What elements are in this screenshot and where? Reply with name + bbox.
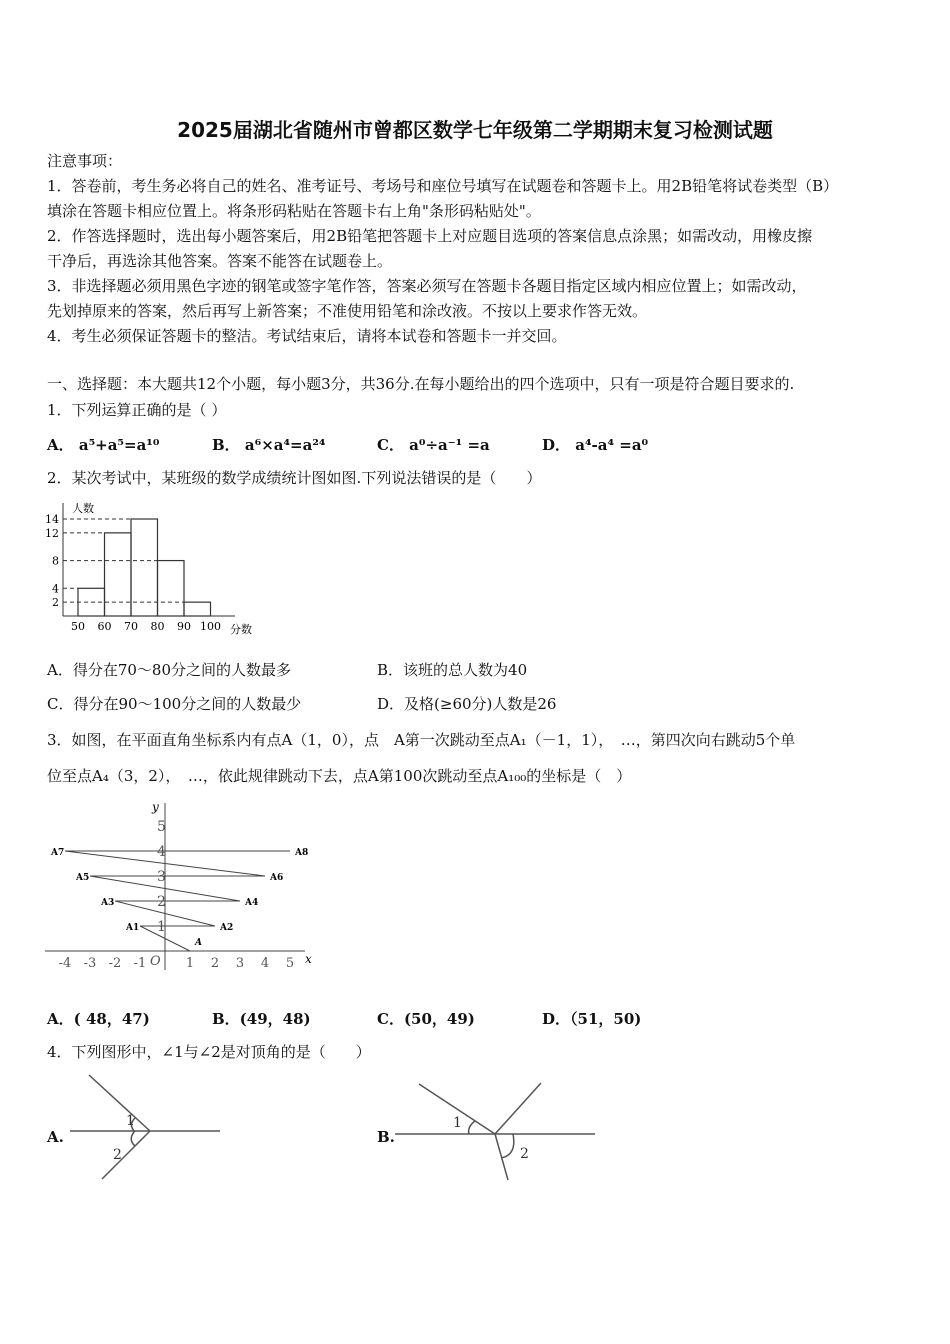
angle-2-label: 2 bbox=[520, 1146, 529, 1162]
x-tick-label: 60 bbox=[97, 620, 112, 633]
notice-line: 3．非选择题必须用黑色字迹的钢笔或签字笔作答，答案必须写在答题卡各题目指定区域内相应位置上；如需改动， bbox=[47, 277, 807, 295]
x-tick-label: 100 bbox=[200, 620, 221, 633]
x-tick-label: -3 bbox=[83, 956, 97, 971]
q3-stem-cont: 位至点A₄（3，2）， …，依此规律跳动下去，点A第100次跳动至点A₁₀₀的坐标是（ ） bbox=[47, 767, 632, 785]
x-tick-label: 80 bbox=[150, 620, 165, 633]
q1-option-b: B． a⁶×a⁴=a²⁴ bbox=[212, 436, 326, 454]
x-axis-label: 分数 bbox=[230, 623, 252, 636]
q2-option-a: A．得分在70～80分之间的人数最多 bbox=[47, 661, 292, 679]
y-tick-label: 3 bbox=[157, 869, 166, 885]
angle-1-label: 1 bbox=[453, 1115, 462, 1131]
y-tick-label: 1 bbox=[157, 919, 166, 935]
q2-stem: 2．某次考试中，某班级的数学成绩统计图如图.下列说法错误的是（ ） bbox=[47, 469, 542, 487]
x-tick-label: 90 bbox=[177, 620, 191, 633]
q3-option-d: D．（51，50) bbox=[542, 1010, 642, 1028]
y-tick-label: 14 bbox=[45, 513, 59, 526]
y-tick-label: 12 bbox=[45, 526, 59, 540]
point-label: A4 bbox=[245, 898, 259, 908]
point-label: A3 bbox=[101, 898, 115, 908]
q1-option-d: D． a⁴-a⁴ =a⁰ bbox=[542, 436, 649, 454]
q2-option-c: C．得分在90～100分之间的人数最少 bbox=[47, 695, 302, 713]
x-tick-label: 4 bbox=[260, 956, 270, 971]
point-label: A bbox=[195, 938, 202, 948]
section-heading: 一、选择题：本大题共12个小题，每小题3分，共36分.在每小题给出的四个选项中，只有一项是符合题目要求的. bbox=[47, 375, 795, 393]
point-label: A6 bbox=[270, 873, 284, 883]
histogram-bar bbox=[184, 602, 211, 616]
q4-stem: 4．下列图形中，∠1与∠2是对顶角的是（ ） bbox=[47, 1043, 371, 1061]
coordinate-graph bbox=[40, 795, 320, 975]
origin-label: O bbox=[150, 954, 161, 969]
x-tick-label: -4 bbox=[58, 956, 72, 971]
y-tick-label: 5 bbox=[157, 819, 166, 835]
q3-stem: 3．如图，在平面直角坐标系内有点A（1，0），点 A第一次跳动至点A₁（－1，1）， …，第四次向右跳动5个单 bbox=[47, 731, 796, 749]
angle-2-label: 2 bbox=[113, 1147, 122, 1163]
q2-option-d: D．及格(≥60分)人数是26 bbox=[377, 695, 557, 713]
q1-stem: 1．下列运算正确的是（ ） bbox=[47, 401, 227, 419]
histogram-bar bbox=[158, 561, 185, 616]
x-tick-label: 3 bbox=[235, 956, 245, 971]
x-tick-label: 50 bbox=[71, 620, 85, 633]
notice-line: 1．答卷前，考生务必将自己的姓名、准考证号、考场号和座位号填写在试题卷和答题卡上。用2B铅笔将试卷类型（B） bbox=[47, 177, 839, 195]
x-tick-label: -1 bbox=[133, 956, 147, 971]
x-axis-label: x bbox=[305, 952, 312, 966]
q3-option-c: C．(50，49) bbox=[377, 1010, 475, 1028]
page-title: 2025届湖北省随州市曾都区数学七年级第二学期期末复习检测试题 bbox=[177, 118, 773, 142]
q3-option-a: A．( 48，47) bbox=[47, 1010, 150, 1028]
q2-option-b: B．该班的总人数为40 bbox=[377, 661, 528, 679]
q1-option-a: A． a⁵+a⁵=a¹⁰ bbox=[47, 436, 160, 454]
x-tick-label: 1 bbox=[185, 956, 195, 971]
q4-option-b-label: B. bbox=[377, 1128, 395, 1146]
histogram-bar bbox=[131, 519, 158, 616]
y-tick-label: 2 bbox=[52, 596, 59, 610]
q4-option-a-label: A. bbox=[47, 1128, 64, 1146]
point-label: A1 bbox=[126, 923, 140, 933]
q4-figure-a bbox=[70, 1070, 230, 1185]
notice-line: 干净后，再选涂其他答案。答案不能答在试题卷上。 bbox=[47, 252, 393, 270]
x-tick-label: 5 bbox=[285, 956, 295, 971]
y-tick-label: 4 bbox=[157, 844, 166, 860]
x-tick-label: 2 bbox=[210, 956, 220, 971]
histogram bbox=[40, 495, 270, 640]
point-label: A7 bbox=[51, 848, 65, 858]
notice-line: 先划掉原来的答案，然后再写上新答案；不准使用铅笔和涂改液。不按以上要求作答无效。 bbox=[47, 302, 648, 320]
q3-option-b: B．(49，48) bbox=[212, 1010, 311, 1028]
x-tick-label: -2 bbox=[108, 956, 122, 971]
histogram-bar bbox=[105, 533, 132, 616]
point-label: A8 bbox=[295, 848, 309, 858]
q1-option-c: C． a⁰÷a⁻¹ =a bbox=[377, 436, 490, 454]
notice-line: 填涂在答题卡相应位置上。将条形码粘贴在答题卡右上角"条形码粘贴处"。 bbox=[47, 202, 541, 220]
point-label: A2 bbox=[220, 923, 234, 933]
y-tick-label: 2 bbox=[157, 894, 166, 910]
q4-figure-b bbox=[395, 1070, 605, 1185]
y-tick-label: 8 bbox=[52, 554, 59, 568]
notice-line: 2．作答选择题时，选出每小题答案后，用2B铅笔把答题卡上对应题目选项的答案信息点涂黑；如需改动，用橡皮擦 bbox=[47, 227, 813, 245]
y-axis-label: y bbox=[152, 800, 159, 814]
y-axis-label: 人数 bbox=[72, 502, 94, 515]
point-label: A5 bbox=[76, 873, 90, 883]
y-tick-label: 4 bbox=[52, 582, 59, 596]
notice-line: 4．考生必须保证答题卡的整洁。考试结束后，请将本试卷和答题卡一并交回。 bbox=[47, 327, 567, 345]
x-tick-label: 70 bbox=[124, 620, 138, 633]
angle-1-label: 1 bbox=[126, 1113, 135, 1129]
notice-heading: 注意事项： bbox=[47, 152, 123, 170]
